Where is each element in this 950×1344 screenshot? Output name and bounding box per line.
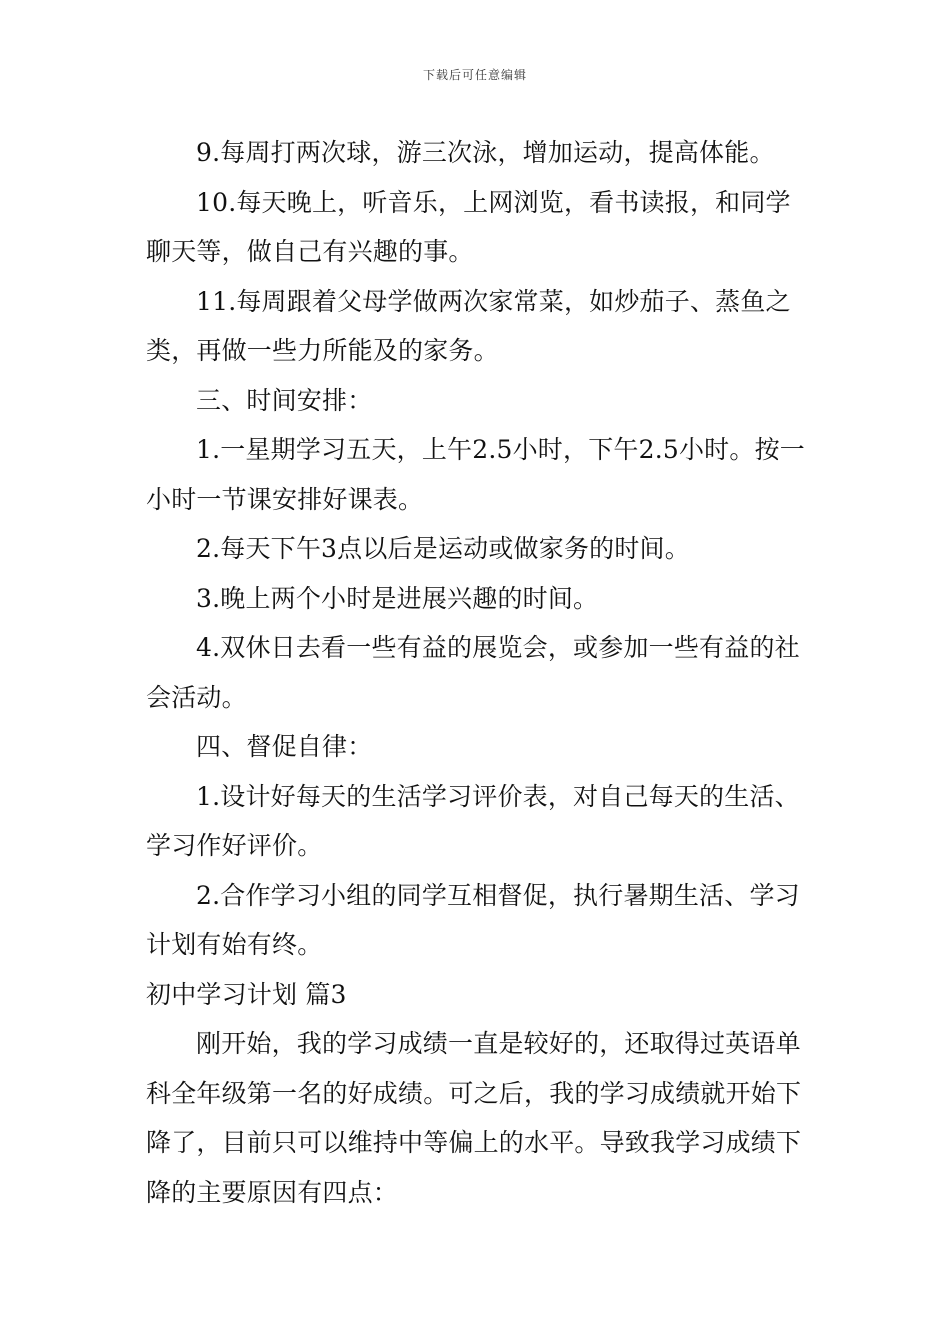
paragraph-schedule-1: 1.一星期学习五天，上午2.5小时，下午2.5小时。按一小时一节课安排好课表。	[146, 435, 805, 514]
article-title: 初中学习计划 篇3	[146, 979, 347, 1009]
section-heading-discipline: 四、督促自律：	[196, 732, 373, 761]
page-header: 下载后可任意编辑	[422, 68, 527, 82]
paragraph-intro: 刚开始，我的学习成绩一直是较好的，还取得过英语单科全年级第一名的好成绩。可之后，我的学习成绩就开始下降了，目前只可以维持中等偏上的水平。导致我学习成绩下降的主要原因有四点：	[146, 1029, 802, 1207]
paragraph-schedule-3: 3.晚上两个小时是进展兴趣的时间。	[196, 583, 599, 613]
section-heading-schedule: 三、时间安排：	[196, 385, 373, 415]
paragraph-discipline-1: 1.设计好每天的生活学习评价表，对自己每天的生活、学习作好评价。	[146, 781, 800, 860]
paragraph-schedule-4: 4.双休日去看一些有益的展览会，或参加一些有益的社会活动。	[146, 633, 800, 712]
document-body	[146, 128, 810, 1217]
paragraph-discipline-2: 2.合作学习小组的同学互相督促，执行暑期生活、学习计划有始有终。	[146, 880, 800, 959]
paragraph-item-10: 10.每天晚上，听音乐，上网浏览，看书读报，和同学聊天等，做自己有兴趣的事。	[146, 187, 791, 266]
paragraph-item-11: 11.每周跟着父母学做两次家常菜，如炒茄子、蒸鱼之类，再做一些力所能及的家务。	[146, 286, 791, 365]
paragraph-item-9: 9.每周打两次球，游三次泳，增加运动，提高体能。	[196, 138, 775, 167]
paragraph-schedule-2: 2.每天下午3点以后是运动或做家务的时间。	[196, 534, 690, 563]
